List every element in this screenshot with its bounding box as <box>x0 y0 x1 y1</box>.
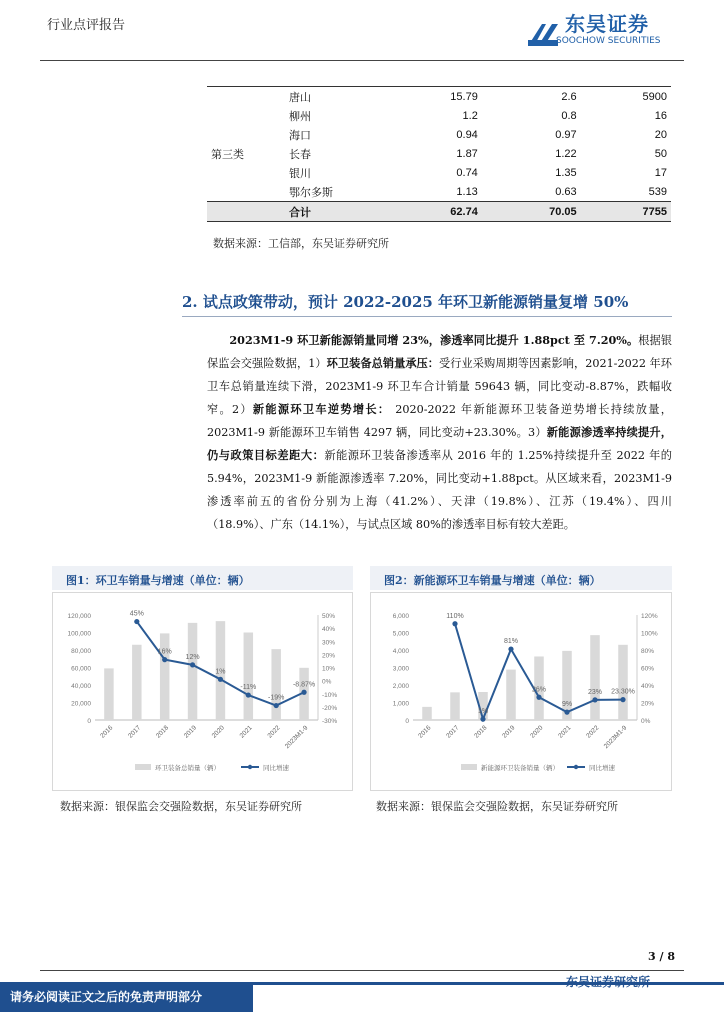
bar-2022 <box>271 649 280 720</box>
para-bold-5: 新能源环卫车逆势增长： <box>252 402 391 416</box>
table-value-cell: 20 <box>654 128 667 141</box>
table-value-cell: 539 <box>648 185 667 198</box>
y-tick-label: 20,000 <box>71 700 91 708</box>
x-tick-label: 2016 <box>99 724 115 740</box>
growth-point-2018 <box>162 657 167 662</box>
bar-2017 <box>132 645 141 720</box>
growth-point-2022 <box>274 703 279 708</box>
growth-point-2023M1-9 <box>301 690 306 695</box>
bar-2019 <box>506 670 516 720</box>
growth-point-2017 <box>452 621 457 626</box>
table-value-cell: 15.79 <box>383 87 482 107</box>
bar-2021 <box>244 633 253 721</box>
table-row <box>207 163 671 182</box>
table-city-cell: 唐山 <box>285 87 383 107</box>
y2-tick-label: 40% <box>641 683 655 690</box>
table-row <box>207 125 671 144</box>
x-tick-label: 2023M1-9 <box>602 724 629 751</box>
bar-2018 <box>160 633 169 720</box>
growth-label: 1% <box>215 668 226 676</box>
y-tick-label: 0 <box>405 718 409 725</box>
table-city-cell: 柳州 <box>289 109 311 123</box>
growth-label: 9% <box>561 701 573 709</box>
growth-point-2022 <box>592 697 597 702</box>
y2-tick-label: 10% <box>322 665 336 673</box>
para-text-4: 受行业采购周期等因素影响，2021-2022 年环卫车总销量连续下滑，2023M1-9 环卫车合计销量 59643 辆，同比变动-8.87%，跌幅收窄。2） <box>207 357 672 416</box>
para-text-6: 2020-2022 年新能源环卫装备逆势增长持续放量，2023M1-9 新能源环卫车销售 4297 辆，同比变动+23.30%。3） <box>207 403 672 439</box>
y-tick-label: 80,000 <box>71 648 91 655</box>
table-group-cell: 第三类 <box>211 147 244 161</box>
growth-label: 26% <box>531 686 547 694</box>
growth-point-2023M1-9 <box>620 697 625 702</box>
growth-point-2018 <box>480 717 485 722</box>
body-paragraph <box>207 329 672 536</box>
para-bold-1: 2023M1-9 环卫新能源销量同增 23%，渗透率同比提升 1.88pct 至 7.20%。 <box>229 333 639 347</box>
legend-bar-label: 环卫装备总销量（辆） <box>155 765 220 772</box>
x-tick-label: 2016 <box>417 724 433 740</box>
table-city-cell: 银川 <box>289 166 311 180</box>
y-tick-label: 0 <box>87 718 91 725</box>
table-total-label: 合计 <box>285 202 383 222</box>
y-tick-label: 3,000 <box>392 665 409 673</box>
fig2-source: 数据来源：银保监会交强险数据，东吴证券研究所 <box>376 800 618 813</box>
growth-label: 1% <box>477 708 489 716</box>
fig2-title: 图2：新能源环卫车销量与增速（单位：辆） <box>384 574 601 587</box>
growth-label: -19% <box>268 694 285 702</box>
logo-text: 东吴证券 <box>565 12 649 36</box>
table-group-cell <box>207 106 285 125</box>
table-group-cell <box>207 87 285 107</box>
table-value-cell: 1.87 <box>456 147 478 160</box>
growth-label: 81% <box>503 638 519 646</box>
bar-2022 <box>587 635 603 720</box>
growth-label: -8.87% <box>292 681 316 689</box>
legend-line-marker <box>248 765 252 769</box>
y-tick-label: 120,000 <box>67 613 91 620</box>
fig2-chart <box>371 593 670 788</box>
bar-2017 <box>450 692 460 720</box>
table-value-cell: 0.97 <box>555 128 577 141</box>
table-value-cell: 16 <box>654 109 667 122</box>
x-tick-label: 2019 <box>501 724 517 740</box>
y2-tick-label: 0% <box>322 678 332 686</box>
table-value-cell: 1.22 <box>555 147 577 160</box>
y2-tick-label: -20% <box>322 704 338 712</box>
growth-point-2019 <box>508 647 513 652</box>
para-text-8: 新能源环卫装备渗透率从 2016 年的 1.25%持续提升至 2022 年的 5.94%，2023M1-9 新能源渗透率 7.20%，同比变动+1.88pct。从区域来看，2023M1-9 渗透率前五的省份分别为上海（41.2%）、天津（19.8%）、江苏（19.4%）、四川（18.9%）、广东（14.1%），与试点区域 80%的渗透率目标有较大差距。 <box>207 449 672 531</box>
x-tick-label: 2023M1-9 <box>283 724 310 751</box>
table-group-cell <box>207 202 285 222</box>
growth-point-2019 <box>190 662 195 667</box>
table-city-cell: 鄂尔多斯 <box>289 185 333 199</box>
table-value-cell: 1.35 <box>555 166 577 179</box>
legend-bar-swatch <box>461 764 477 770</box>
growth-point-2021 <box>246 692 251 697</box>
y-tick-label: 100,000 <box>67 630 91 638</box>
table-value-cell: 1.13 <box>456 185 478 198</box>
y-tick-label: 5,000 <box>392 630 409 638</box>
y2-tick-label: 40% <box>322 626 336 634</box>
table-row <box>207 106 671 125</box>
growth-point-2021 <box>564 710 569 715</box>
bar-2023M1-9 <box>618 645 628 720</box>
y-tick-label: 2,000 <box>392 683 409 690</box>
section-underline <box>182 316 672 317</box>
table-total-value: 70.05 <box>482 202 581 222</box>
y2-tick-label: 100% <box>641 630 658 638</box>
y-tick-label: 60,000 <box>71 665 91 673</box>
legend-line-label: 同比增速 <box>589 765 615 772</box>
y2-tick-label: 20% <box>322 652 336 660</box>
growth-point-2020 <box>218 677 223 682</box>
growth-label: -11% <box>240 684 257 692</box>
table-value-cell: 0.94 <box>456 128 478 141</box>
table-source: 数据来源：工信部，东吴证券研究所 <box>213 237 389 250</box>
x-tick-label: 2017 <box>127 724 143 740</box>
bar-2016 <box>422 707 432 720</box>
soochow-logo-icon <box>526 22 560 48</box>
y-tick-label: 6,000 <box>392 613 409 620</box>
footer-divider <box>40 970 684 971</box>
y-tick-label: 40,000 <box>71 683 91 690</box>
growth-label: 16% <box>157 648 172 656</box>
growth-label: 110% <box>446 612 464 620</box>
table-value-cell: 0.8 <box>561 109 577 122</box>
table-value-cell: 0.63 <box>555 185 577 198</box>
y2-tick-label: -30% <box>322 718 338 725</box>
growth-label: 23% <box>587 688 603 696</box>
table-total-row <box>207 202 671 222</box>
table-value-cell: 50 <box>654 147 667 160</box>
logo-subtext: SOOCHOW SECURITIES <box>556 36 661 46</box>
table-total-value: 7755 <box>581 202 671 222</box>
growth-label: 23.30% <box>611 688 635 696</box>
table-value-cell: 1.2 <box>462 109 478 122</box>
x-tick-label: 2017 <box>445 724 461 740</box>
legend-line-marker <box>574 765 578 769</box>
para-bold-7: 新能源渗透率持续提升，仍与政策目标差距大： <box>207 425 672 462</box>
table-group-cell <box>207 125 285 144</box>
growth-label: 12% <box>185 653 200 661</box>
report-type-label: 行业点评报告 <box>47 18 126 33</box>
growth-point-2020 <box>536 695 541 700</box>
x-tick-label: 2019 <box>182 724 198 740</box>
x-tick-label: 2021 <box>557 724 573 740</box>
para-bold-3: 环卫装备总销量承压： <box>326 356 440 370</box>
x-tick-label: 2022 <box>266 724 282 740</box>
disclaimer-stripe <box>253 982 724 985</box>
bar-2019 <box>188 623 197 720</box>
disclaimer-banner: 请务必阅读正文之后的免责声明部分 <box>0 982 253 1012</box>
city-table <box>207 86 671 222</box>
page-number: 3 / 8 <box>648 950 675 963</box>
table-value-cell: 17 <box>654 166 667 179</box>
growth-point-2017 <box>134 619 139 624</box>
y2-tick-label: 30% <box>322 639 336 647</box>
table-city-cell: 海口 <box>289 128 311 142</box>
y2-tick-label: 50% <box>322 613 336 620</box>
x-tick-label: 2022 <box>585 724 601 740</box>
y-tick-label: 1,000 <box>392 700 409 708</box>
table-total-value: 62.74 <box>383 202 482 222</box>
fig1-title: 图1：环卫车销量与增速（单位：辆） <box>66 574 250 587</box>
x-tick-label: 2018 <box>473 724 489 740</box>
section-title: 2. 试点政策带动，预计 2022-2025 年环卫新能源销量复增 50% <box>182 293 629 311</box>
x-tick-label: 2021 <box>238 724 254 740</box>
table-row <box>207 87 671 107</box>
table-row <box>207 144 671 163</box>
y-tick-label: 4,000 <box>392 648 409 655</box>
fig1-source: 数据来源：银保监会交强险数据，东吴证券研究所 <box>60 800 302 813</box>
x-tick-label: 2018 <box>154 724 171 740</box>
header-divider <box>40 60 684 61</box>
table-value-cell: 2.6 <box>482 87 581 107</box>
table-group-cell <box>207 163 285 182</box>
y2-tick-label: 120% <box>641 613 658 620</box>
y2-tick-label: 20% <box>641 700 655 708</box>
table-value-cell: 0.74 <box>456 166 478 179</box>
x-tick-label: 2020 <box>529 724 545 740</box>
legend-bar-swatch <box>135 764 151 770</box>
fig1-chart <box>53 593 351 788</box>
y2-tick-label: -10% <box>322 691 338 699</box>
growth-label: 45% <box>129 610 144 618</box>
legend-bar-label: 新能源环卫装备销量（辆） <box>481 765 559 772</box>
y2-tick-label: 0% <box>641 718 651 725</box>
para-text-2: 根据银保监会交强险数据，1） <box>207 334 672 370</box>
y2-tick-label: 60% <box>641 665 655 673</box>
table-city-cell: 长春 <box>289 147 311 161</box>
table-value-cell: 5900 <box>581 87 671 107</box>
table-row <box>207 182 671 202</box>
y2-tick-label: 80% <box>641 648 655 655</box>
table-group-cell <box>207 182 285 202</box>
bar-2016 <box>104 668 113 720</box>
legend-line-label: 同比增速 <box>263 765 289 772</box>
x-tick-label: 2020 <box>210 724 226 740</box>
